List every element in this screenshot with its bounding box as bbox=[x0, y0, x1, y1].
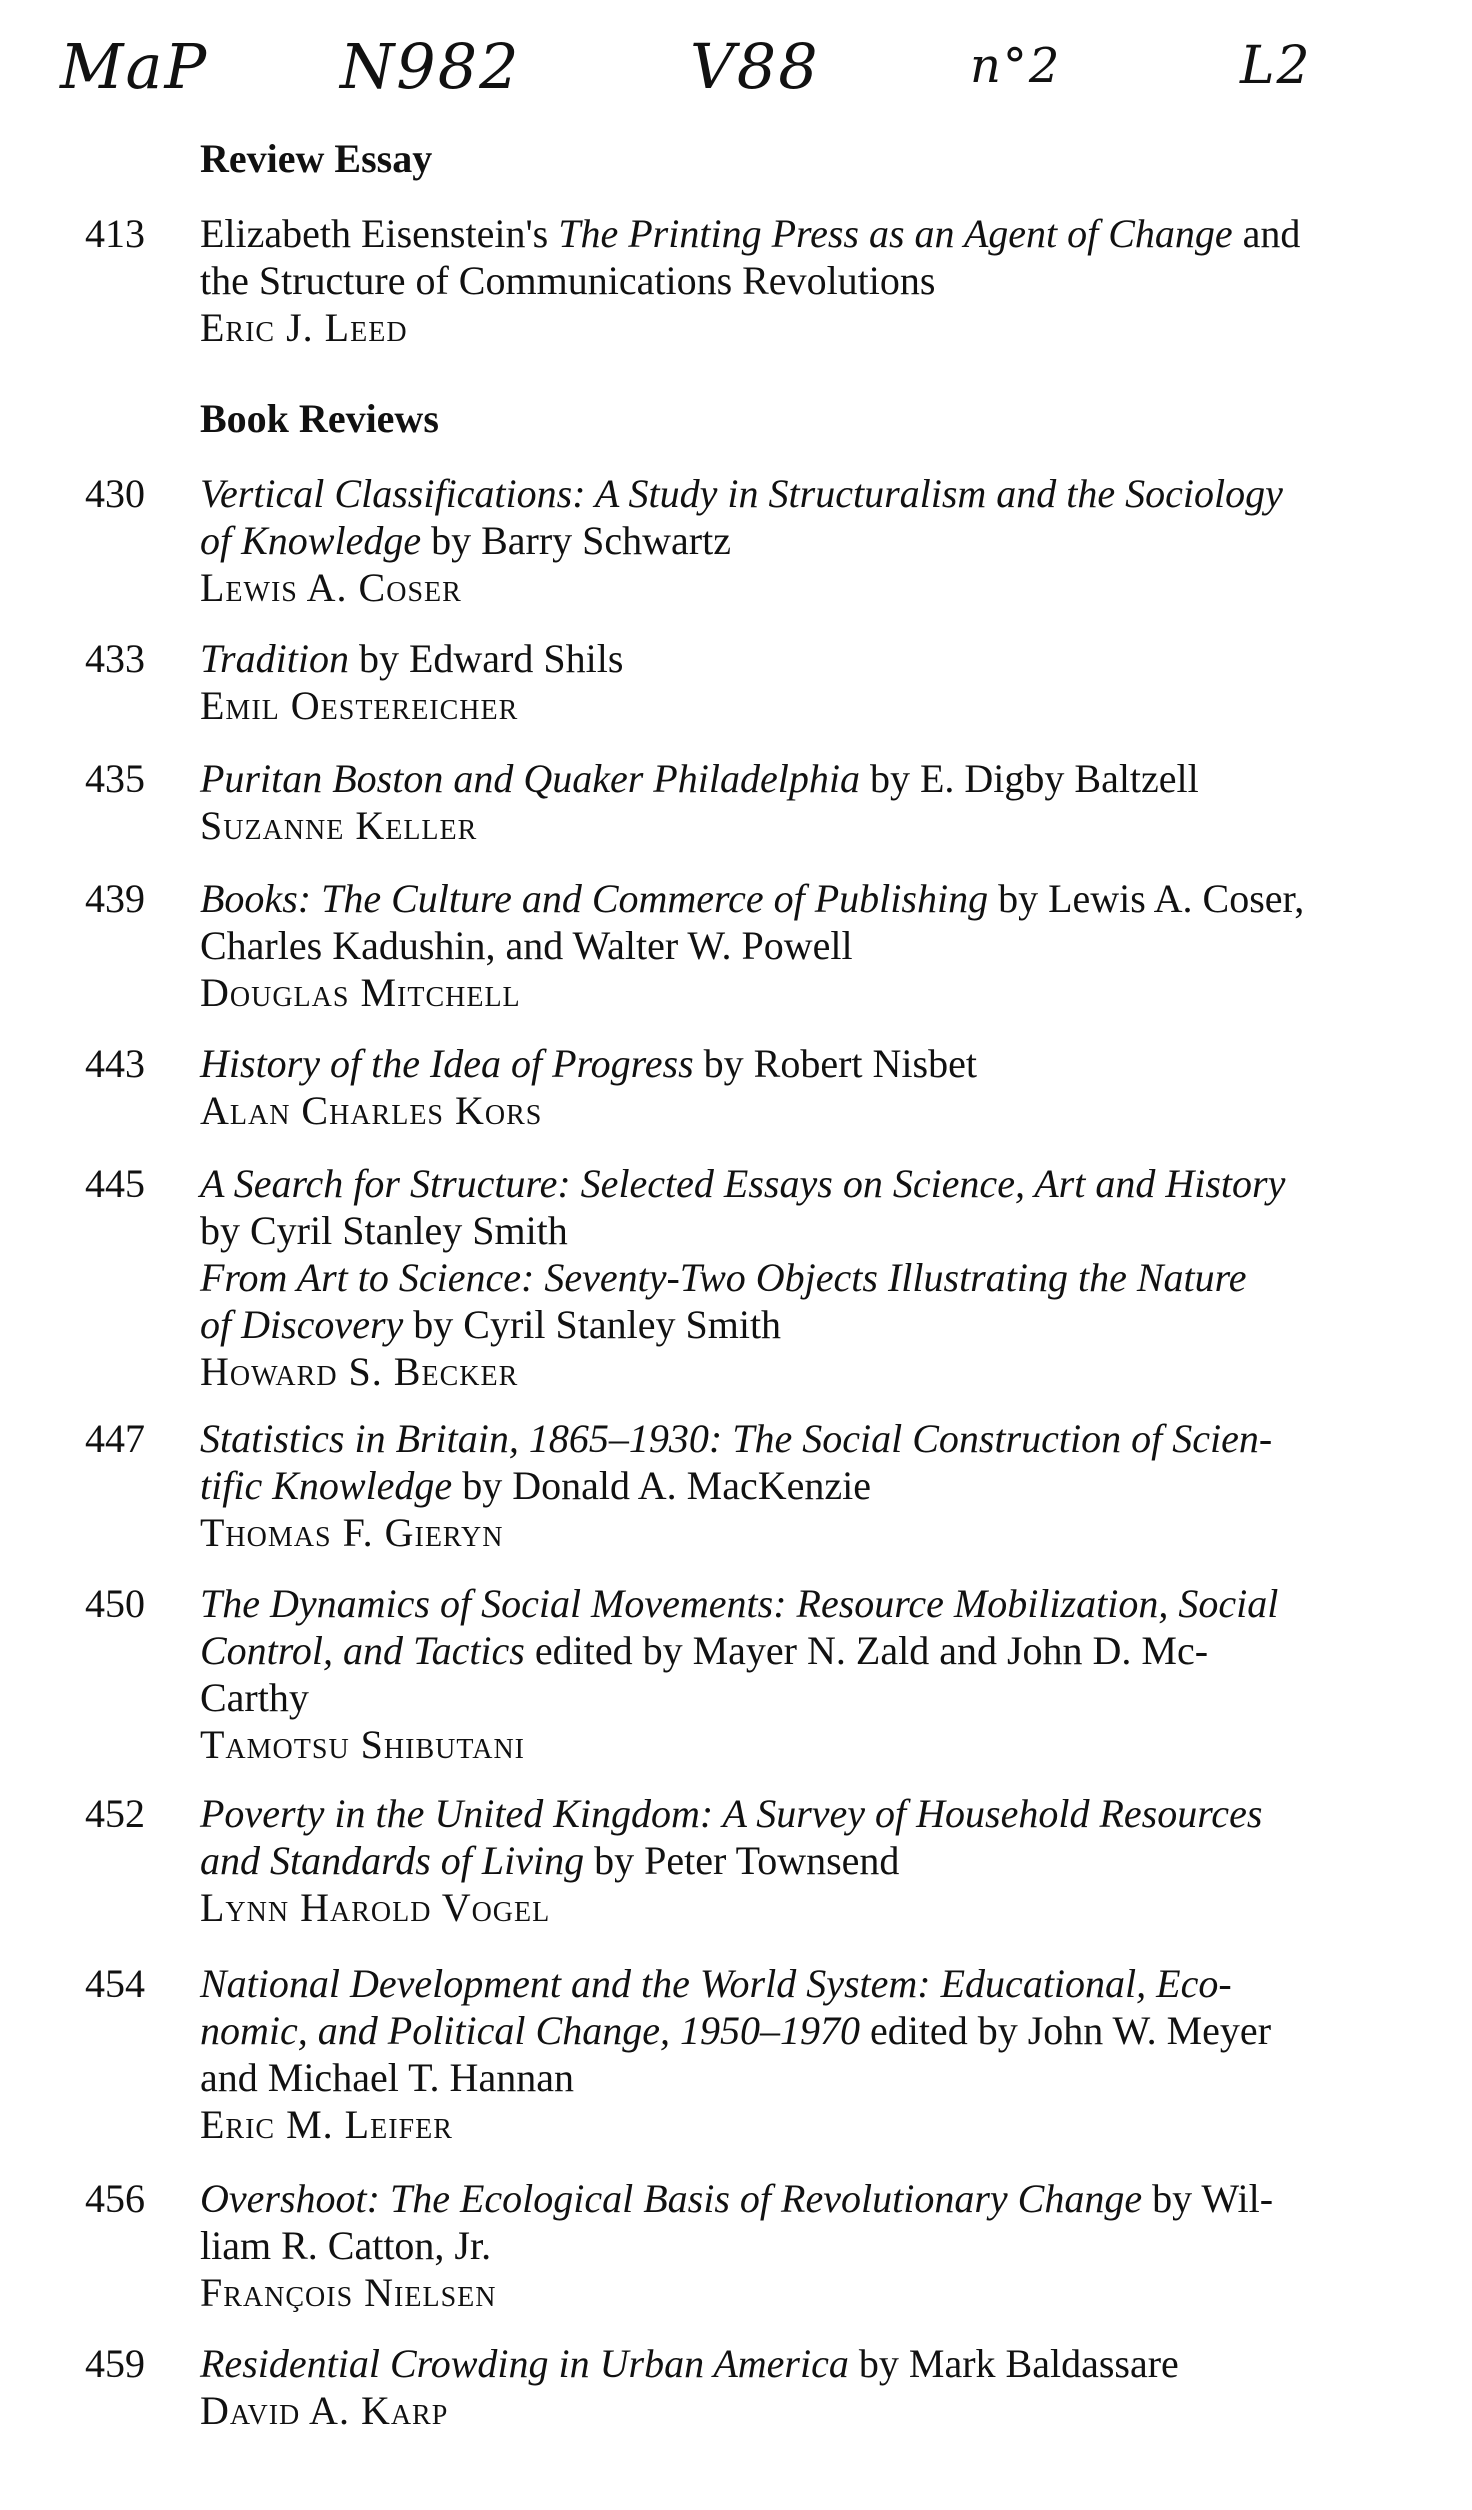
entry-line: Overshoot: The Ecological Basis of Revolutionary Change by Wil- bbox=[200, 2176, 1274, 2221]
section-heading-review-essay: Review Essay bbox=[200, 136, 433, 181]
entry-line: by Cyril Stanley Smith bbox=[200, 1208, 568, 1253]
entry-line: History of the Idea of Progress by Robert Nisbet bbox=[200, 1041, 977, 1086]
page-number: 435 bbox=[85, 756, 145, 801]
reviewer-name: Tamotsu Shibutani bbox=[200, 1722, 525, 1767]
reviewer-name: Eric J. Leed bbox=[200, 305, 408, 350]
page-number: 430 bbox=[85, 471, 145, 516]
section-heading-book-reviews: Book Reviews bbox=[200, 396, 439, 441]
entry-line: the Structure of Communications Revolutions bbox=[200, 258, 936, 303]
page-number: 413 bbox=[85, 211, 145, 256]
handwritten-mark: MaP bbox=[60, 30, 209, 103]
book-title: The Printing Press as an Agent of Change bbox=[558, 211, 1233, 256]
reviewer-name: Howard S. Becker bbox=[200, 1349, 519, 1394]
page-number: 459 bbox=[85, 2341, 145, 2386]
entry-line: The Dynamics of Social Movements: Resource Mobilization, Social bbox=[200, 1581, 1279, 1626]
page-number: 433 bbox=[85, 636, 145, 681]
page-number: 443 bbox=[85, 1041, 145, 1086]
entry-line: Tradition by Edward Shils bbox=[200, 636, 624, 681]
entry-line: nomic, and Political Change, 1950–1970 edited by John W. Meyer bbox=[200, 2008, 1272, 2053]
reviewer-name: Lynn Harold Vogel bbox=[200, 1885, 551, 1930]
page-number: 454 bbox=[85, 1961, 145, 2006]
reviewer-name: Emil Oestereicher bbox=[200, 683, 519, 728]
reviewer-name: Lewis A. Coser bbox=[200, 565, 462, 610]
entry-line: Charles Kadushin, and Walter W. Powell bbox=[200, 923, 853, 968]
entry-line: and Standards of Living by Peter Townsend bbox=[200, 1838, 900, 1883]
entry-line: Poverty in the United Kingdom: A Survey of Household Resources bbox=[200, 1791, 1263, 1836]
handwritten-mark: L2 bbox=[1240, 36, 1312, 96]
entry-line: tific Knowledge by Donald A. MacKenzie bbox=[200, 1463, 871, 1508]
reviewer-name: Thomas F. Gieryn bbox=[200, 1510, 504, 1555]
handwritten-mark: n°2 bbox=[970, 38, 1062, 94]
entry-line: and Michael T. Hannan bbox=[200, 2055, 574, 2100]
page-number: 452 bbox=[85, 1791, 145, 1836]
entry-line: From Art to Science: Seventy-Two Objects Illustrating the Nature bbox=[200, 1255, 1247, 1300]
page-number: 439 bbox=[85, 876, 145, 921]
entry-line: Control, and Tactics edited by Mayer N. Zald and John D. Mc- bbox=[200, 1628, 1209, 1673]
handwritten-mark: V88 bbox=[690, 30, 820, 103]
page-number: 447 bbox=[85, 1416, 145, 1461]
entry-line: Residential Crowding in Urban America by Mark Baldassare bbox=[200, 2341, 1179, 2386]
page-number: 445 bbox=[85, 1161, 145, 1206]
handwritten-call-number bbox=[0, 30, 1472, 110]
reviewer-name: Eric M. Leifer bbox=[200, 2102, 453, 2147]
handwritten-mark: N982 bbox=[340, 30, 521, 103]
reviewer-name: François Nielsen bbox=[200, 2270, 497, 2315]
entry-line: Puritan Boston and Quaker Philadelphia by E. Digby Baltzell bbox=[200, 756, 1199, 801]
entry-line: Elizabeth Eisenstein's The Printing Press as an Agent of Change and bbox=[200, 211, 1301, 256]
reviewer-name: Suzanne Keller bbox=[200, 803, 478, 848]
entry-line: of Discovery by Cyril Stanley Smith bbox=[200, 1302, 782, 1347]
entry-line: Vertical Classifications: A Study in Structuralism and the Sociology bbox=[200, 471, 1283, 516]
reviewer-name: David A. Karp bbox=[200, 2388, 449, 2433]
reviewer-name: Douglas Mitchell bbox=[200, 970, 521, 1015]
entry-line: Statistics in Britain, 1865–1930: The Social Construction of Scien- bbox=[200, 1416, 1273, 1461]
entry-line: Books: The Culture and Commerce of Publishing by Lewis A. Coser, bbox=[200, 876, 1305, 921]
entry-line: liam R. Catton, Jr. bbox=[200, 2223, 492, 2268]
page-number: 456 bbox=[85, 2176, 145, 2221]
entry-line: Carthy bbox=[200, 1675, 309, 1720]
page-number: 450 bbox=[85, 1581, 145, 1626]
reviewer-name: Alan Charles Kors bbox=[200, 1088, 543, 1133]
entry-line: of Knowledge by Barry Schwartz bbox=[200, 518, 731, 563]
entry-line: National Development and the World System: Educational, Eco- bbox=[200, 1961, 1232, 2006]
entry-line: A Search for Structure: Selected Essays on Science, Art and History bbox=[200, 1161, 1286, 1206]
